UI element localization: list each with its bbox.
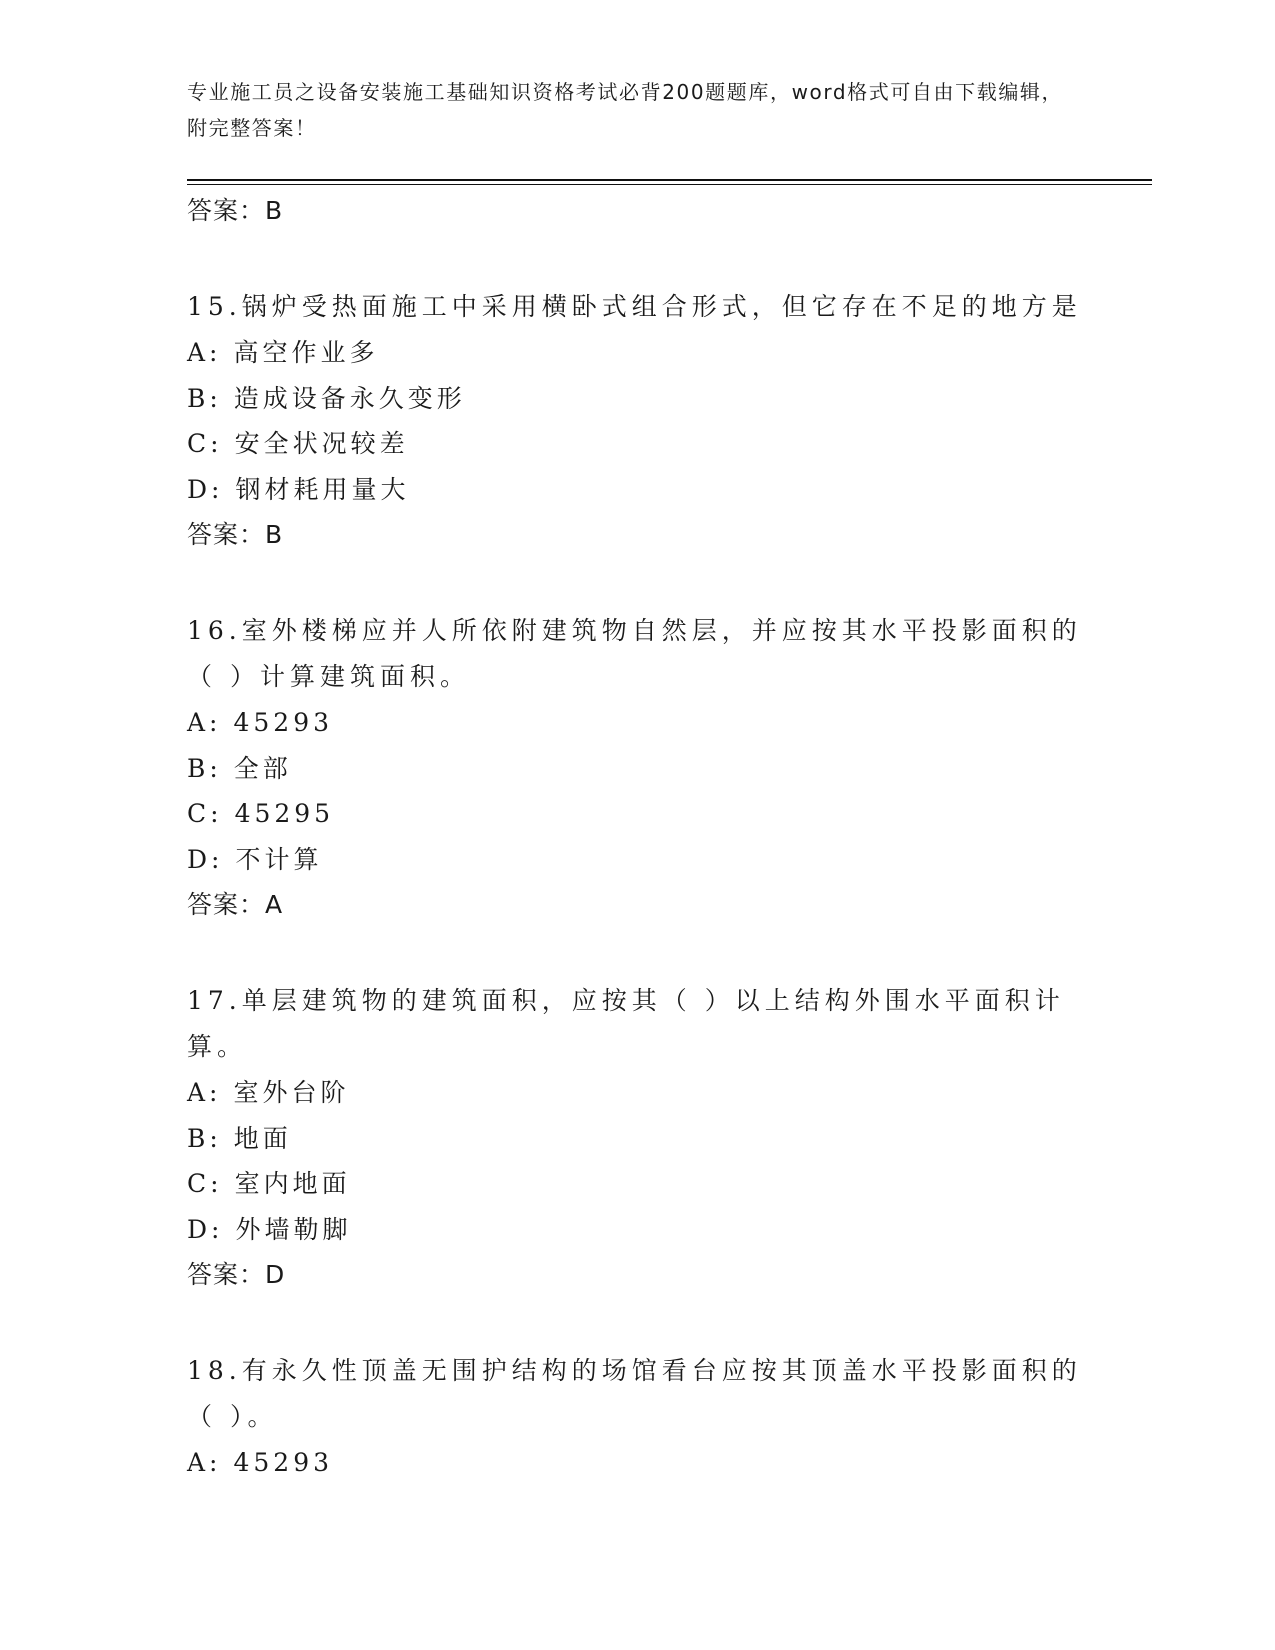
option-text: 钢材耗用量大	[235, 474, 410, 504]
option-key: C:	[187, 1169, 223, 1198]
option-key: D:	[187, 1214, 224, 1244]
option-d	[187, 1207, 1087, 1253]
question-stem: 16.室外楼梯应并人所依附建筑物自然层，并应按其水平投影面积的（ ）计算建筑面积。	[187, 616, 1082, 691]
option-key: A:	[187, 1078, 222, 1107]
option-a	[187, 1070, 1087, 1116]
option-text: 45293	[233, 708, 334, 737]
question-stem: 15.锅炉受热面施工中采用横卧式组合形式，但它存在不足的地方是	[187, 292, 1082, 321]
option-text: 外墙勒脚	[235, 1214, 352, 1244]
question-17	[187, 978, 1087, 1298]
answer-line: 答案：D	[187, 1260, 286, 1289]
option-key: B:	[187, 383, 222, 413]
option-text: 地面	[233, 1123, 292, 1153]
option-key: B:	[187, 753, 222, 783]
option-d	[187, 467, 1087, 513]
option-key: D:	[187, 844, 224, 874]
option-c	[187, 791, 1087, 837]
option-text: 造成设备永久变形	[233, 383, 466, 413]
header-divider-thin	[187, 184, 1152, 185]
document-header: 专业施工员之设备安装施工基础知识资格考试必背200题题库，word格式可自由下载编辑，附完整答案！	[187, 80, 1064, 140]
option-b	[187, 376, 1087, 422]
question-15	[187, 284, 1087, 558]
option-text: 不计算	[235, 844, 323, 874]
option-key: A:	[187, 708, 222, 737]
option-key: D:	[187, 474, 224, 504]
option-key: A:	[187, 338, 222, 367]
option-key: A:	[187, 1448, 222, 1477]
option-key: C:	[187, 799, 223, 828]
option-c	[187, 421, 1087, 467]
option-text: 室外台阶	[233, 1078, 350, 1107]
answer-line: 答案：B	[187, 196, 284, 225]
option-a	[187, 330, 1087, 376]
answer-line: 答案：B	[187, 520, 284, 549]
option-text: 高空作业多	[233, 338, 379, 367]
question-stem: 18.有永久性顶盖无围护结构的场馆看台应按其顶盖水平投影面积的（ ）。	[187, 1356, 1082, 1431]
option-text: 45295	[234, 799, 335, 828]
option-key: B:	[187, 1123, 222, 1153]
answer-line: 答案：A	[187, 890, 284, 919]
question-18	[187, 1348, 1087, 1486]
option-key: C:	[187, 429, 223, 458]
option-d	[187, 837, 1087, 883]
option-text: 室内地面	[234, 1169, 351, 1198]
option-text: 全部	[233, 753, 292, 783]
option-c	[187, 1161, 1087, 1207]
option-text: 45293	[233, 1448, 334, 1477]
option-a	[187, 1440, 1087, 1486]
option-b	[187, 1116, 1087, 1162]
option-a	[187, 700, 1087, 746]
header-divider-thick	[187, 179, 1152, 181]
option-b	[187, 746, 1087, 792]
question-stem: 17.单层建筑物的建筑面积，应按其（ ）以上结构外围水平面积计算。	[187, 986, 1065, 1061]
document-body	[187, 188, 1087, 1486]
option-text: 安全状况较差	[234, 429, 409, 458]
question-16	[187, 608, 1087, 928]
